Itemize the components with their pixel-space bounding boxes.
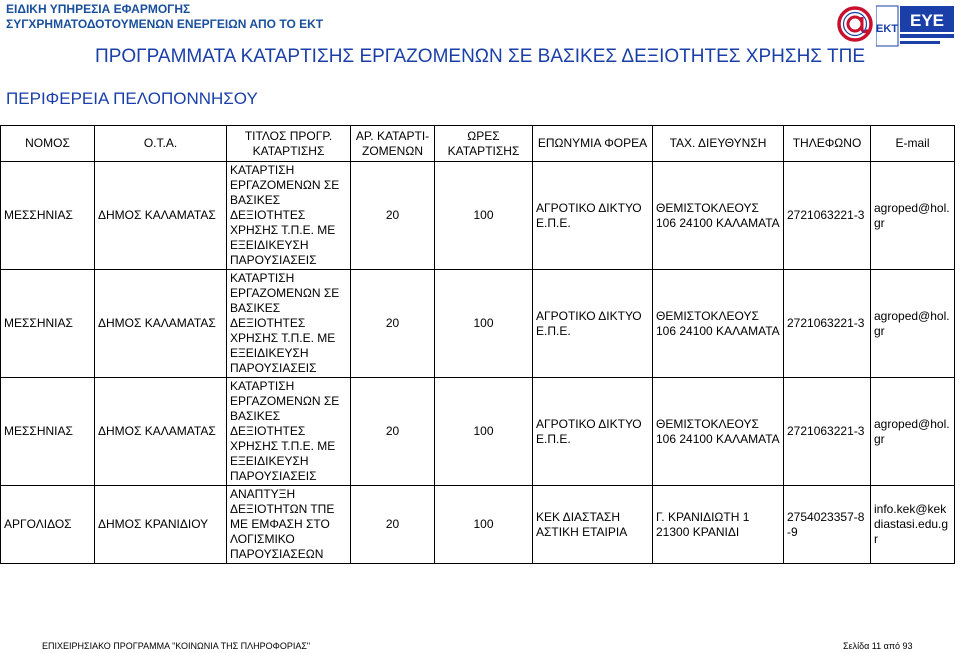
cell-ota: ΔΗΜΟΣ ΚΑΛΑΜΑΤΑΣ <box>95 162 227 270</box>
cell-trainees: 20 <box>351 162 435 270</box>
cell-title: ΚΑΤΑΡΤΙΣΗ ΕΡΓΑΖΟΜΕΝΩΝ ΣΕ ΒΑΣΙΚΕΣ ΔΕΞΙΟΤΗΤΕΣ ΧΡΗΣΗΣ Τ.Π.Ε. ΜΕ ΕΞΕΙΔΙΚΕΥΣΗ ΠΑΡΟΥΣΙΑΣΕΙΣ <box>227 270 351 378</box>
cell-email[interactable]: info.kek@kekdiastasi.edu.gr <box>871 486 955 564</box>
cell-provider: ΑΓΡΟΤΙΚΟ ΔΙΚΤΥΟ Ε.Π.Ε. <box>533 378 653 486</box>
cell-address: ΘΕΜΙΣΤΟΚΛΕΟΥΣ 106 24100 ΚΑΛΑΜΑΤΑ <box>653 162 784 270</box>
cell-provider: ΑΓΡΟΤΙΚΟ ΔΙΚΤΥΟ Ε.Π.Ε. <box>533 162 653 270</box>
cell-title: ΚΑΤΑΡΤΙΣΗ ΕΡΓΑΖΟΜΕΝΩΝ ΣΕ ΒΑΣΙΚΕΣ ΔΕΞΙΟΤΗΤΕΣ ΧΡΗΣΗΣ Τ.Π.Ε. ΜΕ ΕΞΕΙΔΙΚΕΥΣΗ ΠΑΡΟΥΣΙΑΣΕΙΣ <box>227 162 351 270</box>
header-address: ΤΑΧ. ΔΙΕΥΘΥΝΣΗ <box>653 126 784 162</box>
header-hours: ΩΡΕΣ ΚΑΤΑΡΤΙΣΗΣ <box>435 126 533 162</box>
table-row <box>1 486 955 564</box>
at-sign-logo <box>836 6 874 42</box>
cell-title: ΚΑΤΑΡΤΙΣΗ ΕΡΓΑΖΟΜΕΝΩΝ ΣΕ ΒΑΣΙΚΕΣ ΔΕΞΙΟΤΗΤΕΣ ΧΡΗΣΗΣ Τ.Π.Ε. ΜΕ ΕΞΕΙΔΙΚΕΥΣΗ ΠΑΡΟΥΣΙΑΣΕΙΣ <box>227 378 351 486</box>
ekt-eye-logo <box>876 4 956 50</box>
cell-trainees: 20 <box>351 378 435 486</box>
cell-trainees: 20 <box>351 270 435 378</box>
cell-phone: 2754023357-8-9 <box>784 486 871 564</box>
header-email: E-mail <box>871 126 955 162</box>
cell-address: Γ. ΚΡΑΝΙΔΙΩΤΗ 1 21300 ΚΡΑΝΙΔΙ <box>653 486 784 564</box>
cell-address: ΘΕΜΙΣΤΟΚΛΕΟΥΣ 106 24100 ΚΑΛΑΜΑΤΑ <box>653 378 784 486</box>
footer-page-number: Σελίδα 11 από 93 <box>843 641 913 651</box>
header-title: ΤΙΤΛΟΣ ΠΡΟΓΡ. ΚΑΤΑΡΤΙΣΗΣ <box>227 126 351 162</box>
eye-logo-text: EYE <box>909 11 945 30</box>
cell-hours: 100 <box>435 486 533 564</box>
cell-email[interactable]: agroped@hol.gr <box>871 378 955 486</box>
region-heading: ΠΕΡΙΦΕΡΕΙΑ ΠΕΛΟΠΟΝΝΗΣΟΥ <box>6 89 258 108</box>
cell-nomos: ΜΕΣΣΗΝΙΑΣ <box>1 378 95 486</box>
cell-title: ΑΝΑΠΤΥΞΗ ΔΕΞΙΟΤΗΤΩΝ ΤΠΕ ΜΕ ΕΜΦΑΣΗ ΣΤΟ ΛΟΓΙΣΜΙΚΟ ΠΑΡΟΥΣΙΑΣΕΩΝ <box>227 486 351 564</box>
agency-name-line2: ΣΥΓΧΡΗΜΑΤΟΔΟΤΟΥΜΕΝΩΝ ΕΝΕΡΓΕΙΩΝ ΑΠΟ ΤΟ ΕΚΤ <box>6 17 324 31</box>
table-row <box>1 162 955 270</box>
cell-provider: ΚΕΚ ΔΙΑΣΤΑΣΗ ΑΣΤΙΚΗ ΕΤΑΙΡΙΑ <box>533 486 653 564</box>
cell-ota: ΔΗΜΟΣ ΚΡΑΝΙΔΙΟΥ <box>95 486 227 564</box>
agency-name-line1: ΕΙΔΙΚΗ ΥΠΗΡΕΣΙΑ ΕΦΑΡΜΟΓΗΣ <box>6 2 191 16</box>
header-provider: ΕΠΩΝΥΜΙΑ ΦΟΡΕΑ <box>533 126 653 162</box>
header-trainees: ΑΡ. ΚΑΤΑΡΤΙ-ΖΟΜΕΝΩΝ <box>351 126 435 162</box>
cell-hours: 100 <box>435 270 533 378</box>
ekt-logo-text: EKT <box>876 23 898 35</box>
cell-ota: ΔΗΜΟΣ ΚΑΛΑΜΑΤΑΣ <box>95 270 227 378</box>
header-nomos: ΝΟΜΟΣ <box>1 126 95 162</box>
header-phone: ΤΗΛΕΦΩΝΟ <box>784 126 871 162</box>
cell-email[interactable]: agroped@hol.gr <box>871 270 955 378</box>
cell-address: ΘΕΜΙΣΤΟΚΛΕΟΥΣ 106 24100 ΚΑΛΑΜΑΤΑ <box>653 270 784 378</box>
table-row <box>1 270 955 378</box>
cell-trainees: 20 <box>351 486 435 564</box>
table-row <box>1 378 955 486</box>
document-title: ΠΡΟΓΡΑΜΜΑΤΑ ΚΑΤΑΡΤΙΣΗΣ ΕΡΓΑΖΟΜΕΝΩΝ ΣΕ ΒΑΣΙΚΕΣ ΔΕΞΙΟΤΗΤΕΣ ΧΡΗΣΗΣ ΤΠΕ <box>95 46 865 67</box>
cell-nomos: ΜΕΣΣΗΝΙΑΣ <box>1 162 95 270</box>
cell-hours: 100 <box>435 162 533 270</box>
table-header-row <box>1 126 955 162</box>
cell-hours: 100 <box>435 378 533 486</box>
header-ota: Ο.Τ.Α. <box>95 126 227 162</box>
cell-provider: ΑΓΡΟΤΙΚΟ ΔΙΚΤΥΟ Ε.Π.Ε. <box>533 270 653 378</box>
cell-ota: ΔΗΜΟΣ ΚΑΛΑΜΑΤΑΣ <box>95 378 227 486</box>
cell-nomos: ΜΕΣΣΗΝΙΑΣ <box>1 270 95 378</box>
cell-phone: 2721063221-3 <box>784 270 871 378</box>
footer-program-name: ΕΠΙΧΕΙΡΗΣΙΑΚΟ ΠΡΟΓΡΑΜΜΑ "ΚΟΙΝΩΝΙΑ ΤΗΣ ΠΛΗΡΟΦΟΡΙΑΣ" <box>42 641 311 651</box>
cell-phone: 2721063221-3 <box>784 162 871 270</box>
programs-table <box>0 125 955 564</box>
cell-phone: 2721063221-3 <box>784 378 871 486</box>
cell-email[interactable]: agroped@hol.gr <box>871 162 955 270</box>
cell-nomos: ΑΡΓΟΛΙΔΟΣ <box>1 486 95 564</box>
